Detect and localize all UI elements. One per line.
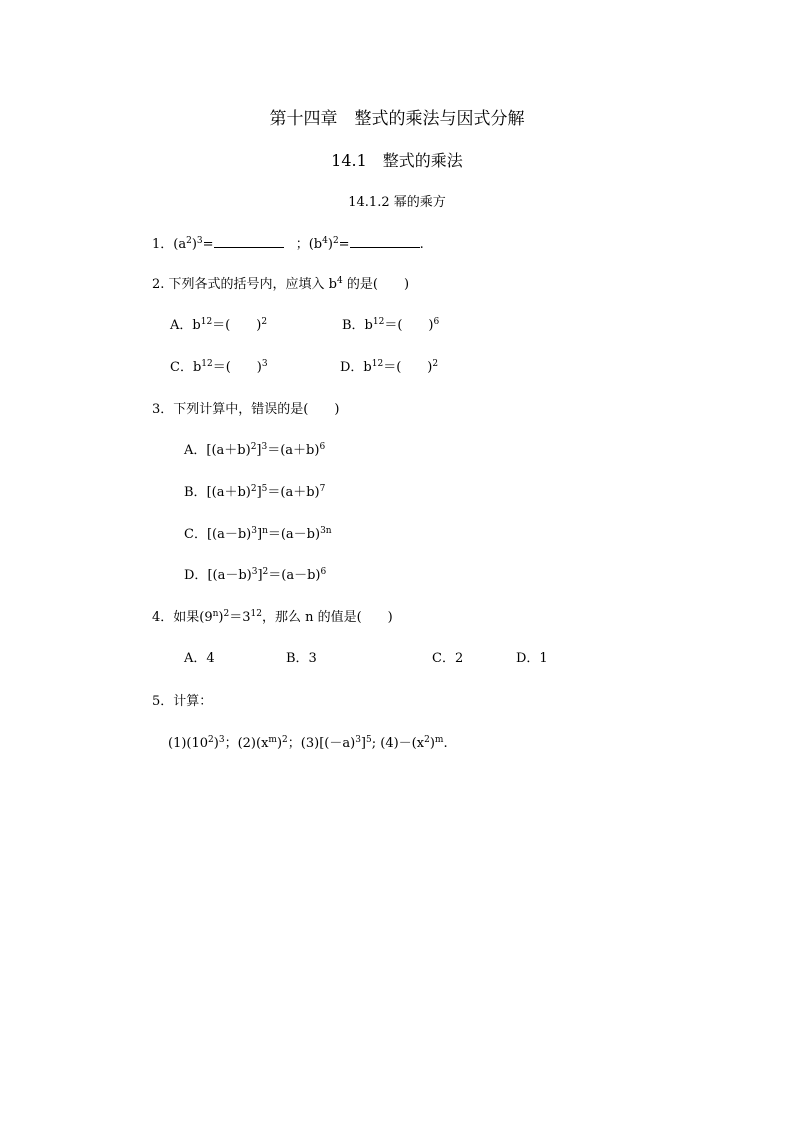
question-1: 1．$(a^2)^3=$ ；$(b^4)^2=$ .: [152, 236, 424, 252]
question-4-stem: 4．如果$(9^n)^2=3^{12}$，那么 n 的值是( ): [152, 609, 393, 625]
question-4-option-c[interactable]: C．2: [432, 651, 464, 666]
question-2-stem: 2. 下列各式的括号内，应填入 $b^4$ 的是( ): [152, 276, 410, 292]
question-3-option-c[interactable]: C．$[(a-b)^3]^n=(a-b)^{3n}$: [184, 526, 332, 542]
question-2-option-b[interactable]: B．$b^{12}=$( )$^6$: [342, 317, 440, 333]
section-title: 14.1 整式的乘法: [331, 151, 463, 170]
question-5-parts: $(1)(10^2)^3$；$(2)(x^m)^2$；$(3)[(-a)^3]^5$; $(4)-(x^2)^m$.: [168, 735, 448, 751]
question-2-option-d[interactable]: D．$b^{12}=$( )$^2$: [340, 359, 439, 375]
question-4-option-b[interactable]: B．3: [286, 651, 317, 666]
question-2-option-c[interactable]: C．$b^{12}=$( )$^3$: [170, 359, 268, 375]
question-3-option-b[interactable]: B．$[(a+b)^2]^5=(a+b)^7$: [184, 484, 326, 500]
chapter-title: 第十四章 整式的乘法与因式分解: [269, 109, 525, 129]
answer-blank-1[interactable]: [214, 235, 284, 248]
question-3-option-a[interactable]: A．$[(a+b)^2]^3=(a+b)^6$: [184, 442, 326, 458]
question-4-option-a[interactable]: A．4: [184, 651, 215, 666]
question-2-option-a[interactable]: A．$b^{12}=$( )$^2$: [170, 317, 268, 333]
question-4-option-d[interactable]: D．1: [516, 651, 548, 666]
question-5-stem: 5．计算：: [152, 694, 213, 709]
answer-blank-2[interactable]: [350, 235, 420, 248]
question-3-stem: 3．下列计算中，错误的是( ): [152, 402, 340, 417]
subsection-title: 14.1.2 幂的乘方: [348, 195, 446, 210]
question-3-option-d[interactable]: D．$[(a-b)^3]^2=(a-b)^6$: [184, 567, 327, 583]
